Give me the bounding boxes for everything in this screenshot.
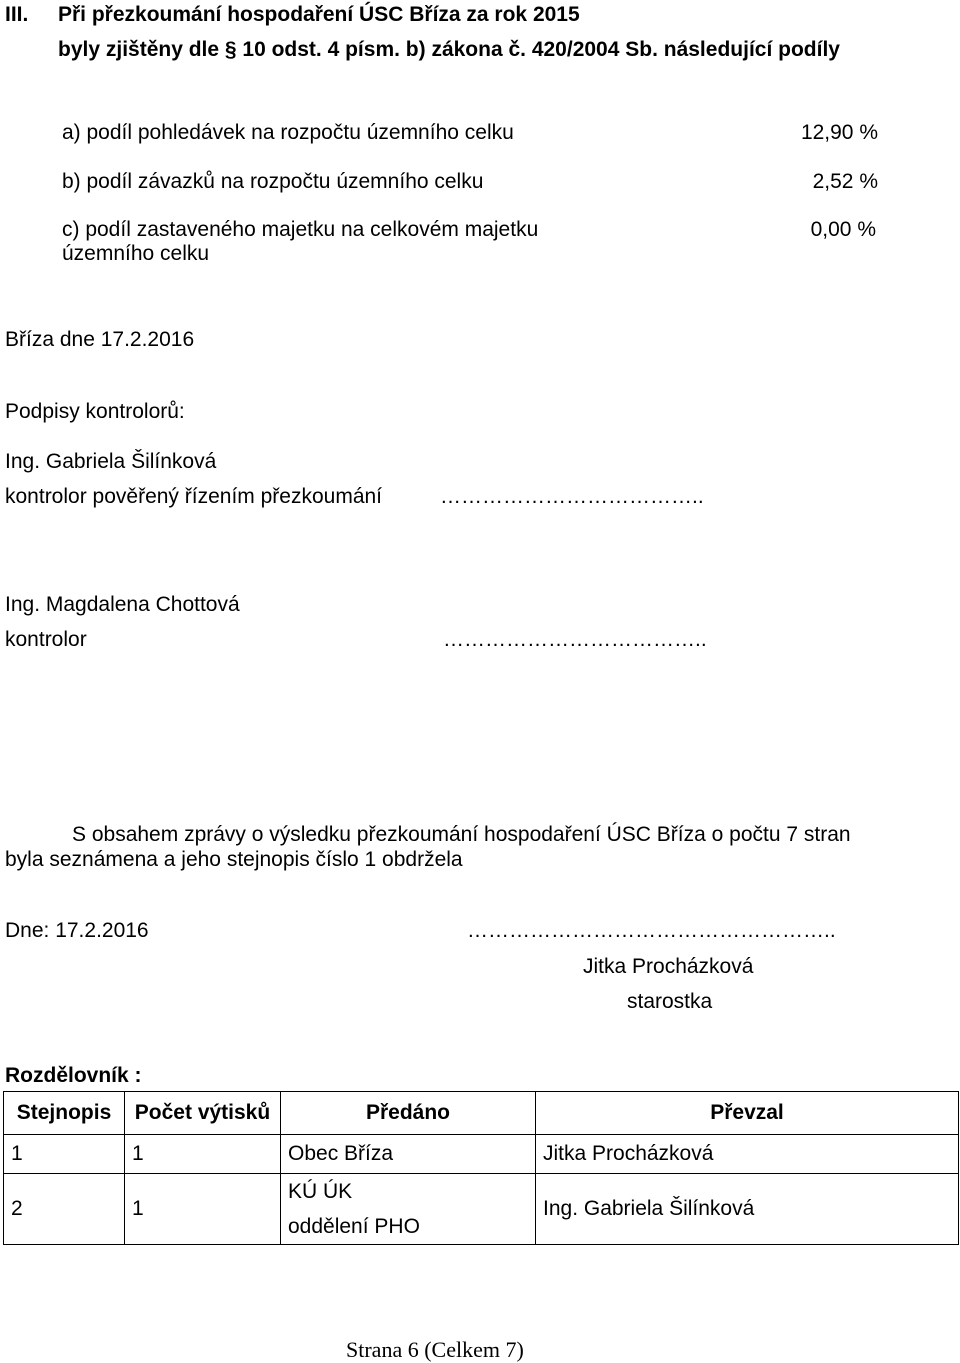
share-receivables-label: a) podíl pohledávek na rozpočtu územního celku — [62, 121, 514, 144]
mayor-title: starostka — [627, 990, 713, 1013]
column-header-copy: Stejnopis — [4, 1092, 125, 1135]
share-liabilities-value: 2,52 % — [812, 170, 878, 193]
section-title-line-1: Při přezkoumání hospodaření ÚSC Bříza za rok 2015 — [58, 3, 580, 26]
inspector-1-signature-line: ……………………………….. — [440, 485, 704, 508]
cell-copy: 1 — [4, 1135, 125, 1174]
inspector-1-role: kontrolor pověřený řízením přezkoumání — [5, 485, 383, 508]
section-title-line-2: byly zjištěny dle § 10 odst. 4 písm. b) zákona č. 420/2004 Sb. následující podíly — [58, 38, 840, 61]
distribution-header-row — [4, 1092, 959, 1135]
cell-count: 1 — [125, 1174, 281, 1245]
cell-copy: 2 — [4, 1174, 125, 1245]
share-pledged-assets-value: 0,00 % — [810, 218, 876, 241]
distribution-table — [3, 1091, 959, 1245]
distribution-heading: Rozdělovník : — [5, 1064, 142, 1087]
acknowledgement-line-1: S obsahem zprávy o výsledku přezkoumání hospodaření ÚSC Bříza o počtu 7 stran — [72, 823, 851, 846]
inspector-2-name: Ing. Magdalena Chottová — [5, 593, 240, 616]
mayor-name: Jitka Procházková — [583, 955, 754, 978]
column-header-count: Počet výtisků — [125, 1092, 281, 1135]
inspector-1-name: Ing. Gabriela Šilínková — [5, 450, 217, 473]
share-receivables-value: 12,90 % — [800, 121, 878, 144]
cell-handed-to — [281, 1174, 536, 1245]
cell-handed-to-line-2: oddělení PHO — [288, 1215, 420, 1238]
cell-handed-to-line-1: KÚ ÚK — [288, 1180, 353, 1203]
cell-handed-to: Obec Bříza — [281, 1135, 536, 1174]
section-number: III. — [5, 3, 29, 26]
share-liabilities-label: b) podíl závazků na rozpočtu územního celku — [62, 170, 484, 193]
acknowledgement-line-2: byla seznámena a jeho stejnopis číslo 1 obdržela — [5, 848, 463, 871]
table-row — [4, 1135, 959, 1174]
acknowledgement-date: Dne: 17.2.2016 — [5, 919, 149, 942]
page-footer: Strana 6 (Celkem 7) — [346, 1337, 524, 1362]
place-date: Bříza dne 17.2.2016 — [5, 328, 195, 351]
column-header-received-by: Převzal — [536, 1092, 959, 1135]
inspector-2-signature-line: ……………………………….. — [443, 628, 707, 651]
cell-received-by: Jitka Procházková — [536, 1135, 959, 1174]
share-pledged-assets-label: c) podíl zastaveného majetku na celkovém majetku — [62, 218, 539, 241]
share-pledged-assets-label-continued: územního celku — [62, 242, 210, 265]
cell-received-by: Ing. Gabriela Šilínková — [536, 1174, 959, 1245]
signatures-heading: Podpisy kontrolorů: — [5, 400, 185, 423]
cell-count: 1 — [125, 1135, 281, 1174]
inspector-2-role: kontrolor — [5, 628, 87, 651]
mayor-signature-line: …………………………………………….. — [467, 919, 836, 942]
column-header-handed-to: Předáno — [281, 1092, 536, 1135]
table-row — [4, 1174, 959, 1245]
